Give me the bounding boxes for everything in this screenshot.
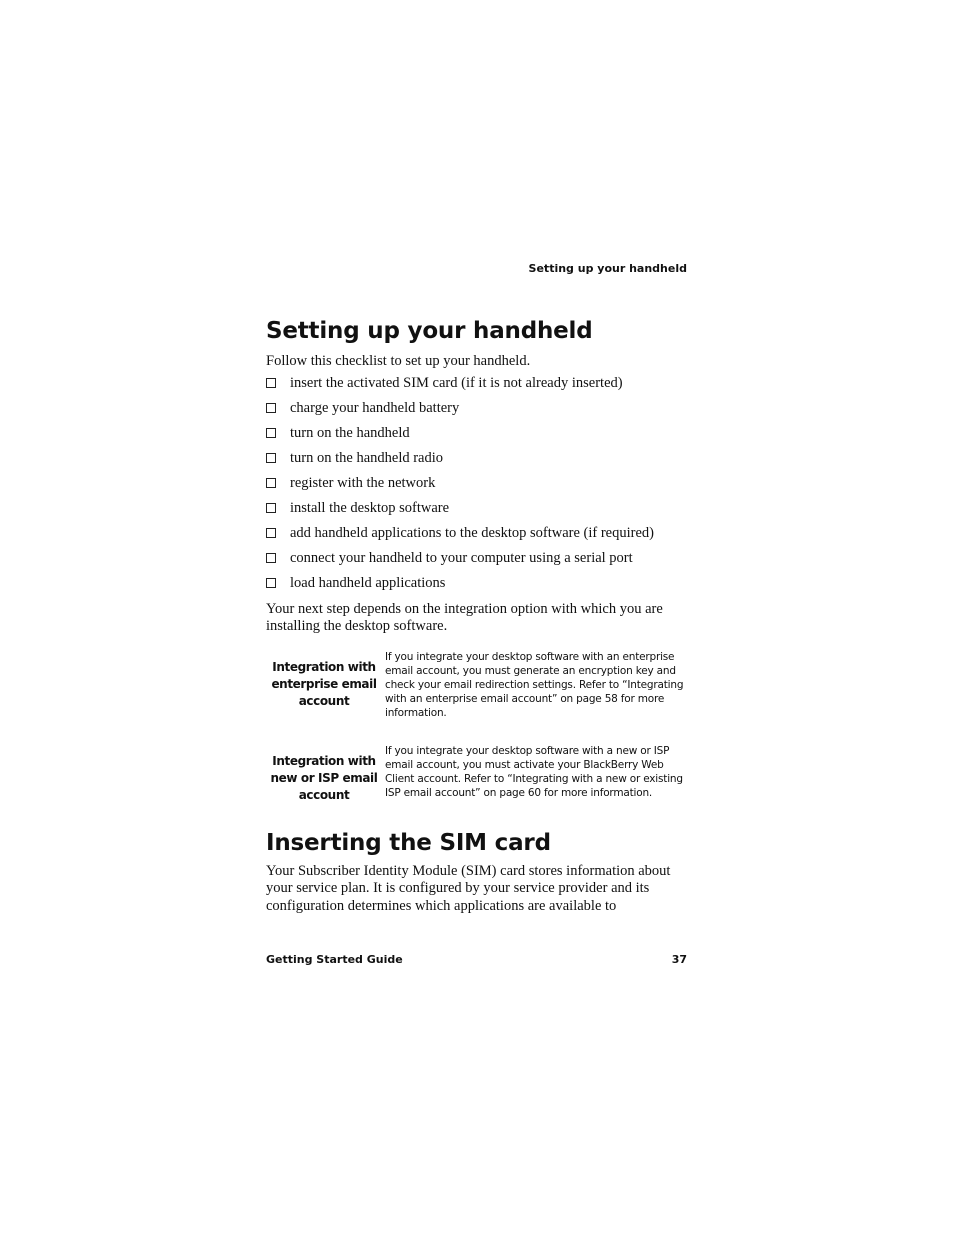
intro-paragraph: Follow this checklist to set up your handheld. <box>266 353 531 369</box>
sim-paragraph: Your Subscriber Identity Module (SIM) card stores information about your service plan. It is configured by your service provider and its configuration determines which applications are available to <box>266 862 671 914</box>
page-content <box>266 312 690 915</box>
checklist-item: insert the activated SIM card (if it is not already inserted) <box>266 371 690 396</box>
page-number: 37 <box>671 953 687 966</box>
checklist-item: install the desktop software <box>266 496 690 521</box>
section-title-sim: Inserting the SIM card <box>266 829 551 856</box>
integration-options <box>266 650 690 804</box>
section-title-setup: Setting up your handheld <box>266 318 593 344</box>
checklist-item: turn on the handheld <box>266 421 690 446</box>
checklist-item: add handheld applications to the desktop software (if required) <box>266 521 690 546</box>
checklist-item: register with the network <box>266 471 690 496</box>
running-header: Setting up your handheld <box>528 262 687 275</box>
checkbox-icon <box>266 453 276 463</box>
option-enterprise <box>266 650 690 720</box>
checkbox-icon <box>266 553 276 563</box>
option-isp <box>266 744 690 804</box>
option-label: Integration with enterprise email account <box>271 659 377 708</box>
checkbox-icon <box>266 378 276 388</box>
checklist-item: turn on the handheld radio <box>266 446 690 471</box>
checklist-item: load handheld applications <box>266 571 690 596</box>
option-label: Integration with new or ISP email account <box>270 753 378 802</box>
next-step-paragraph: Your next step depends on the integration option with which you are installing the desktop software. <box>266 600 663 634</box>
checkbox-icon <box>266 478 276 488</box>
checklist-item: connect your handheld to your computer using a serial port <box>266 546 690 571</box>
checklist-item: charge your handheld battery <box>266 396 690 421</box>
option-description: If you integrate your desktop software with an enterprise email account, you must generate an encryption key and check your email redirection settings. Refer to “Integrating with an enterprise email account” on page 58 for more information. <box>385 650 684 719</box>
option-description: If you integrate your desktop software with a new or ISP email account, you must activate your BlackBerry Web Client account. Refer to “Integrating with a new or existing ISP email account” on page 60 for more information. <box>385 744 683 799</box>
setup-checklist <box>266 371 690 596</box>
checkbox-icon <box>266 528 276 538</box>
footer-guide-title: Getting Started Guide <box>266 953 403 966</box>
checkbox-icon <box>266 403 276 413</box>
checkbox-icon <box>266 503 276 513</box>
checkbox-icon <box>266 428 276 438</box>
checkbox-icon <box>266 578 276 588</box>
